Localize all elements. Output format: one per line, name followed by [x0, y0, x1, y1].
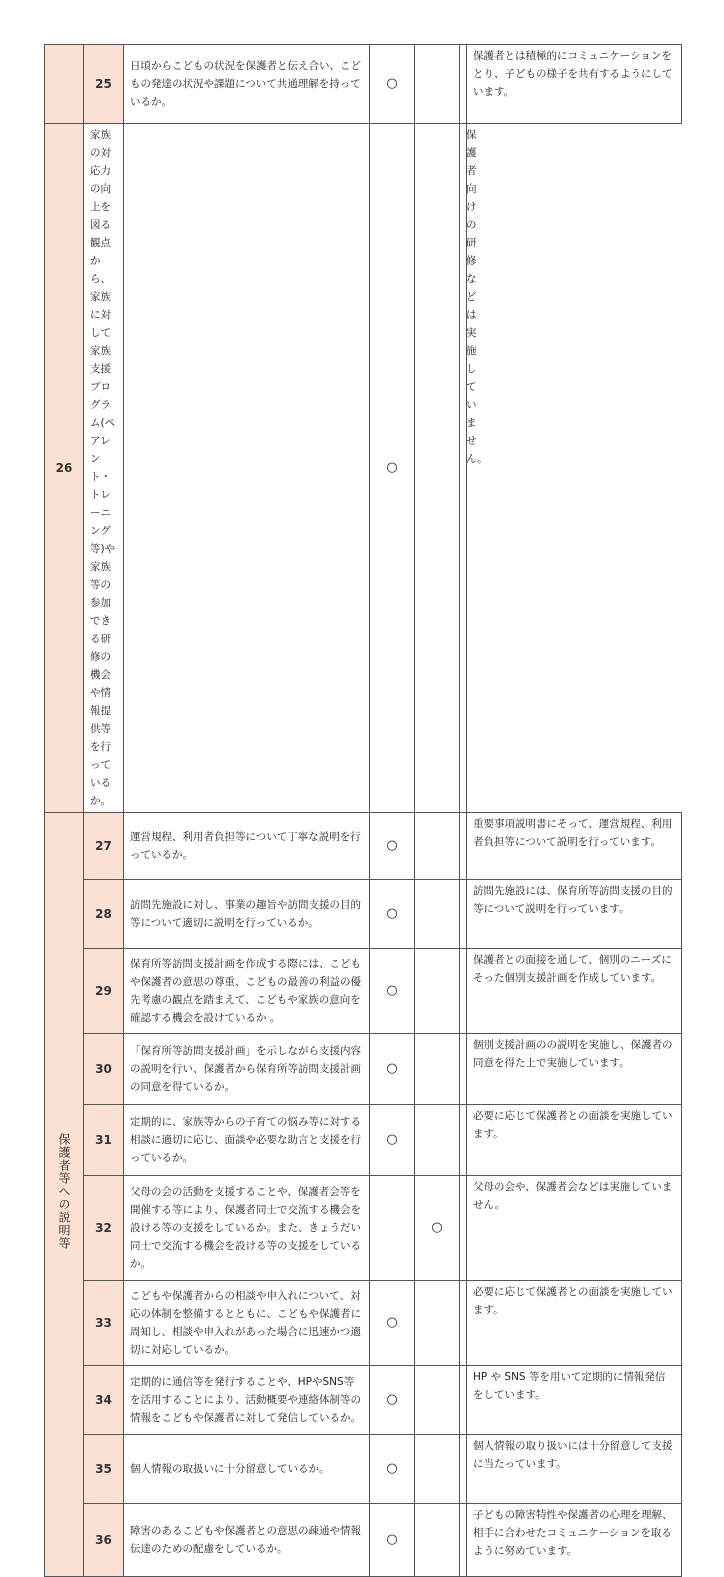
category-cell: [45, 813, 84, 1577]
question-text: 定期的に、家族等からの子育ての悩み等に対する相談に適切に応じ、面談や必要な助言と支援を行っているか。: [124, 1105, 370, 1176]
item-number: 34: [84, 1366, 124, 1435]
comment-text: 父母の会や、保護者会などは実施していません。: [467, 1176, 682, 1281]
answer-no: [460, 1176, 467, 1281]
answer-yes: ○: [370, 880, 415, 949]
answer-no: [415, 124, 460, 813]
answer-somewhat: [415, 1504, 460, 1577]
answer-somewhat: [415, 813, 460, 880]
comment-text: 個人情報の取り扱いには十分留意して支援に当たっています。: [467, 1435, 682, 1504]
answer-no: [460, 1504, 467, 1577]
answer-no: [460, 813, 467, 880]
answer-no: [460, 1105, 467, 1176]
answer-somewhat: [415, 45, 460, 124]
table-row: [45, 813, 682, 880]
answer-yes: [124, 124, 370, 813]
comment-text: 必要に応じて保護者との面談を実施しています。: [467, 1105, 682, 1176]
item-number: 28: [84, 880, 124, 949]
item-number: 36: [84, 1504, 124, 1577]
answer-somewhat: [415, 880, 460, 949]
answer-yes: ○: [370, 813, 415, 880]
evaluation-table: [44, 44, 682, 1577]
question-text: 運営規程、利用者負担等について丁寧な説明を行っているか。: [124, 813, 370, 880]
question-text: こどもや保護者からの相談や申入れについて、対応の体制を整備するとともに、こどもや保護者に周知し、相談や申入れがあった場合に迅速かつ適切に対応しているか。: [124, 1281, 370, 1366]
question-text: 家族の対応力の向上を図る観点から、家族に対して家族支援プログラム(ペアレント・トレーニング等)や家族等の参加できる研修の機会や情報提供等を行っているか。: [84, 124, 124, 813]
table-row: [45, 1034, 682, 1105]
answer-somewhat: [415, 1366, 460, 1435]
category-label: 保護者等への説明等: [57, 1133, 71, 1250]
table-row: [45, 1366, 682, 1435]
answer-somewhat: ○: [415, 1176, 460, 1281]
answer-yes: ○: [370, 949, 415, 1034]
question-text: 「保育所等訪問支援計画」を示しながら支援内容の説明を行い、保護者から保育所等訪問支援計画の同意を得ているか。: [124, 1034, 370, 1105]
table-row: [45, 949, 682, 1034]
item-number: 27: [84, 813, 124, 880]
answer-no: [460, 1281, 467, 1366]
answer-somewhat: ○: [370, 124, 415, 813]
answer-yes: ○: [370, 1105, 415, 1176]
comment-text: 必要に応じて保護者との面談を実施しています。: [467, 1281, 682, 1366]
item-number: 25: [84, 45, 124, 124]
answer-yes: ○: [370, 1435, 415, 1504]
question-text: 父母の会の活動を支援することや、保護者会等を開催する等により、保護者同士で交流する機会を設ける等の支援をしているか。また、きょうだい同士で交流する機会を設ける等の支援をしているか。: [124, 1176, 370, 1281]
answer-somewhat: [415, 949, 460, 1034]
item-number: 35: [84, 1435, 124, 1504]
question-text: 訪問先施設に対し、事業の趣旨や訪問支援の目的等について適切に説明を行っているか。: [124, 880, 370, 949]
comment-text: 保護者とは積極的にコミュニケーションをとり、子どもの様子を共有するようにしています。: [467, 45, 682, 124]
table-row: [45, 124, 682, 813]
item-number: 33: [84, 1281, 124, 1366]
comment-text: 個別支援計画のの説明を実施し、保護者の同意を得た上で実施しています。: [467, 1034, 682, 1105]
table-row: [45, 1435, 682, 1504]
item-number: 29: [84, 949, 124, 1034]
item-number: 30: [84, 1034, 124, 1105]
comment-text: 保護者向けの研修などは実施していません。: [460, 124, 467, 813]
comment-text: 訪問先施設には、保育所等訪問支援の目的等について説明を行っています。: [467, 880, 682, 949]
item-number: 26: [45, 124, 84, 813]
question-text: 日頃からこどもの状況を保護者と伝え合い、こどもの発達の状況や課題について共通理解を持っているか。: [124, 45, 370, 124]
question-text: 個人情報の取扱いに十分留意しているか。: [124, 1435, 370, 1504]
answer-yes: ○: [370, 45, 415, 124]
answer-no: [460, 880, 467, 949]
answer-yes: ○: [370, 1281, 415, 1366]
answer-no: [460, 949, 467, 1034]
answer-yes: ○: [370, 1034, 415, 1105]
table-row: [45, 1281, 682, 1366]
table-row: [45, 880, 682, 949]
question-text: 障害のあるこどもや保護者との意思の疎通や情報伝達のための配慮をしているか。: [124, 1504, 370, 1577]
answer-no: [460, 1034, 467, 1105]
answer-no: [460, 1366, 467, 1435]
table-row: [45, 45, 682, 124]
category-cell-top: [45, 45, 84, 124]
comment-text: HP や SNS 等を用いて定期的に情報発信をしています。: [467, 1366, 682, 1435]
comment-text: 子どもの障害特性や保護者の心理を理解、相手に合わせたコミュニケーションを取るように努めています。: [467, 1504, 682, 1577]
answer-yes: ○: [370, 1366, 415, 1435]
item-number: 32: [84, 1176, 124, 1281]
answer-no: [460, 45, 467, 124]
answer-yes: [370, 1176, 415, 1281]
comment-text: 重要事項説明書にそって、運営規程、利用者負担等について説明を行っています。: [467, 813, 682, 880]
answer-no: [460, 1435, 467, 1504]
item-number: 31: [84, 1105, 124, 1176]
answer-yes: ○: [370, 1504, 415, 1577]
answer-somewhat: [415, 1105, 460, 1176]
question-text: 保育所等訪問支援計画を作成する際には、こどもや保護者の意思の尊重、こどもの最善の利益の優先考慮の観点を踏まえて、こどもや家族の意向を確認する機会を設けているか 。: [124, 949, 370, 1034]
answer-somewhat: [415, 1281, 460, 1366]
table-row: [45, 1176, 682, 1281]
answer-somewhat: [415, 1034, 460, 1105]
table-row: [45, 1504, 682, 1577]
answer-somewhat: [415, 1435, 460, 1504]
comment-text: 保護者との面接を通して、個別のニーズにそった個別支援計画を作成しています。: [467, 949, 682, 1034]
question-text: 定期的に通信等を発行することや、HPやSNS等を活用することにより、活動概要や連絡体制等の情報をこどもや保護者に対して発信しているか。: [124, 1366, 370, 1435]
table-row: [45, 1105, 682, 1176]
